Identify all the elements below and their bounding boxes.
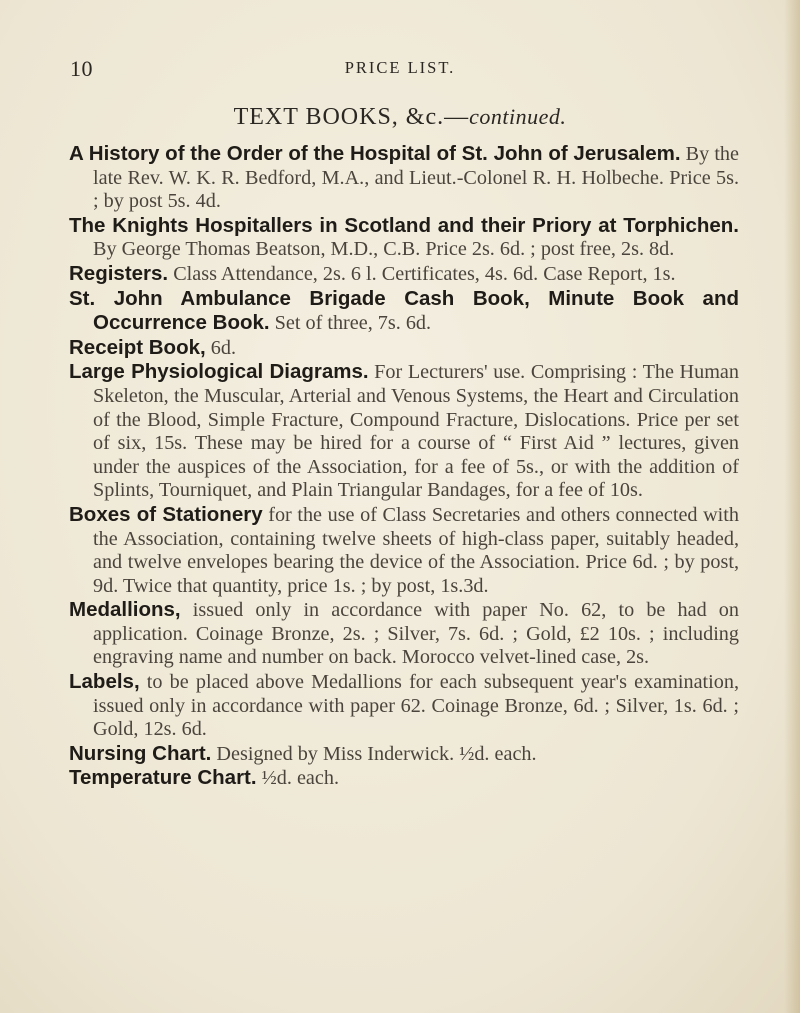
entry-heading: Large Physiological Diagrams. [69, 360, 369, 384]
entry-heading: Labels, [69, 670, 140, 694]
entry-boxes-of-stationery [69, 503, 739, 598]
entry-text: ½d. each. [256, 767, 339, 790]
entry-text: Set of three, 7s. 6d. [269, 312, 432, 335]
entry-text: for the use of Class Secretaries and others connected with the Association, containing twelve sheets of high-class paper, suitably headed, and twelve envelopes bearing the device of the Association. Price 6d. ; by post, 9d. Twice that quantity, price 1s. ; by post, 1s.3d. [93, 503, 739, 597]
entry-heading: Receipt Book, [69, 335, 206, 359]
entry-heading: Nursing Chart. [69, 741, 212, 765]
running-title: PRICE LIST. [344, 58, 456, 77]
entry-receipt-book [69, 336, 739, 361]
entry-physiological-diagrams [69, 360, 739, 503]
entry-brigade-cash-book [69, 287, 739, 336]
section-title [0, 104, 800, 131]
entry-knights-hospitallers [69, 214, 739, 262]
entry-text: issued only in accordance with paper No. 62, to be had on application. Coinage Bronze, 2s. ; Silver, 7s. 6d. ; Gold, £2 10s. ; including engraving name and number on back. Morocco velvet-lined case, 2s. [93, 599, 739, 669]
entry-text: 6d. [205, 336, 236, 359]
entry-labels [69, 670, 739, 742]
entry-heading: A History of the Order of the Hospital of St. John of Jerusalem. [69, 142, 681, 165]
entry-heading: The Knights Hospitallers in Scotland and their Priory at Torphichen. [69, 213, 739, 237]
page-number: 10 [70, 56, 93, 81]
section-title-continued: continued. [469, 104, 567, 129]
entry-heading: Temperature Chart. [69, 766, 257, 790]
entry-heading: Boxes of Stationery [69, 502, 263, 526]
entry-temperature-chart [69, 766, 739, 791]
entry-heading: Registers. [69, 261, 169, 285]
page-edge-shadow [784, 0, 800, 1013]
entry-medallions [69, 598, 739, 670]
entry-text: By George Thomas Beatson, M.D., C.B. Price 2s. 6d. ; post free, 2s. 8d. [93, 238, 675, 261]
entry-text: By the late Rev. W. K. R. Bedford, M.A., and Lieut.-Colonel R. H. Holbeche. Price 5s. ; by post 5s. 4d. [93, 143, 739, 213]
price-list-entries [69, 142, 739, 791]
entry-heading: Medallions, [69, 598, 181, 622]
entry-heading: St. John Ambulance Brigade Cash Book, Minute Book and Occurrence Book. [69, 286, 739, 335]
entry-registers [69, 262, 739, 287]
running-header [0, 56, 800, 86]
section-title-text: TEXT BOOKS, &c.— [233, 104, 470, 130]
entry-history-of-order [69, 142, 739, 214]
entry-text: to be placed above Medallions for each subsequent year's examination, issued only in accordance with paper 62. Coinage Bronze, 6d. ; Silver, 1s. 6d. ; Gold, 12s. 6d. [93, 671, 739, 741]
entry-text: Designed by Miss Inderwick. ½d. each. [211, 742, 537, 765]
entry-text: Class Attendance, 2s. 6 l. Certificates, 4s. 6d. Case Report, 1s. [168, 262, 676, 285]
entry-nursing-chart [69, 742, 739, 767]
entry-text: For Lecturers' use. Comprising : The Human Skeleton, the Muscular, Arterial and Venous Systems, the Heart and Circulation of the Blood, Simple Fracture, Compound Fracture, Dislocations. Price per set of six, 15s. These may be hired for a course of “ First Aid ” lectures, given under the auspices of the Association, for a fee of 5s., or with the addition of Splints, Tourniquet, and Plain Triangular Bandages, for a fee of 10s. [93, 361, 739, 502]
